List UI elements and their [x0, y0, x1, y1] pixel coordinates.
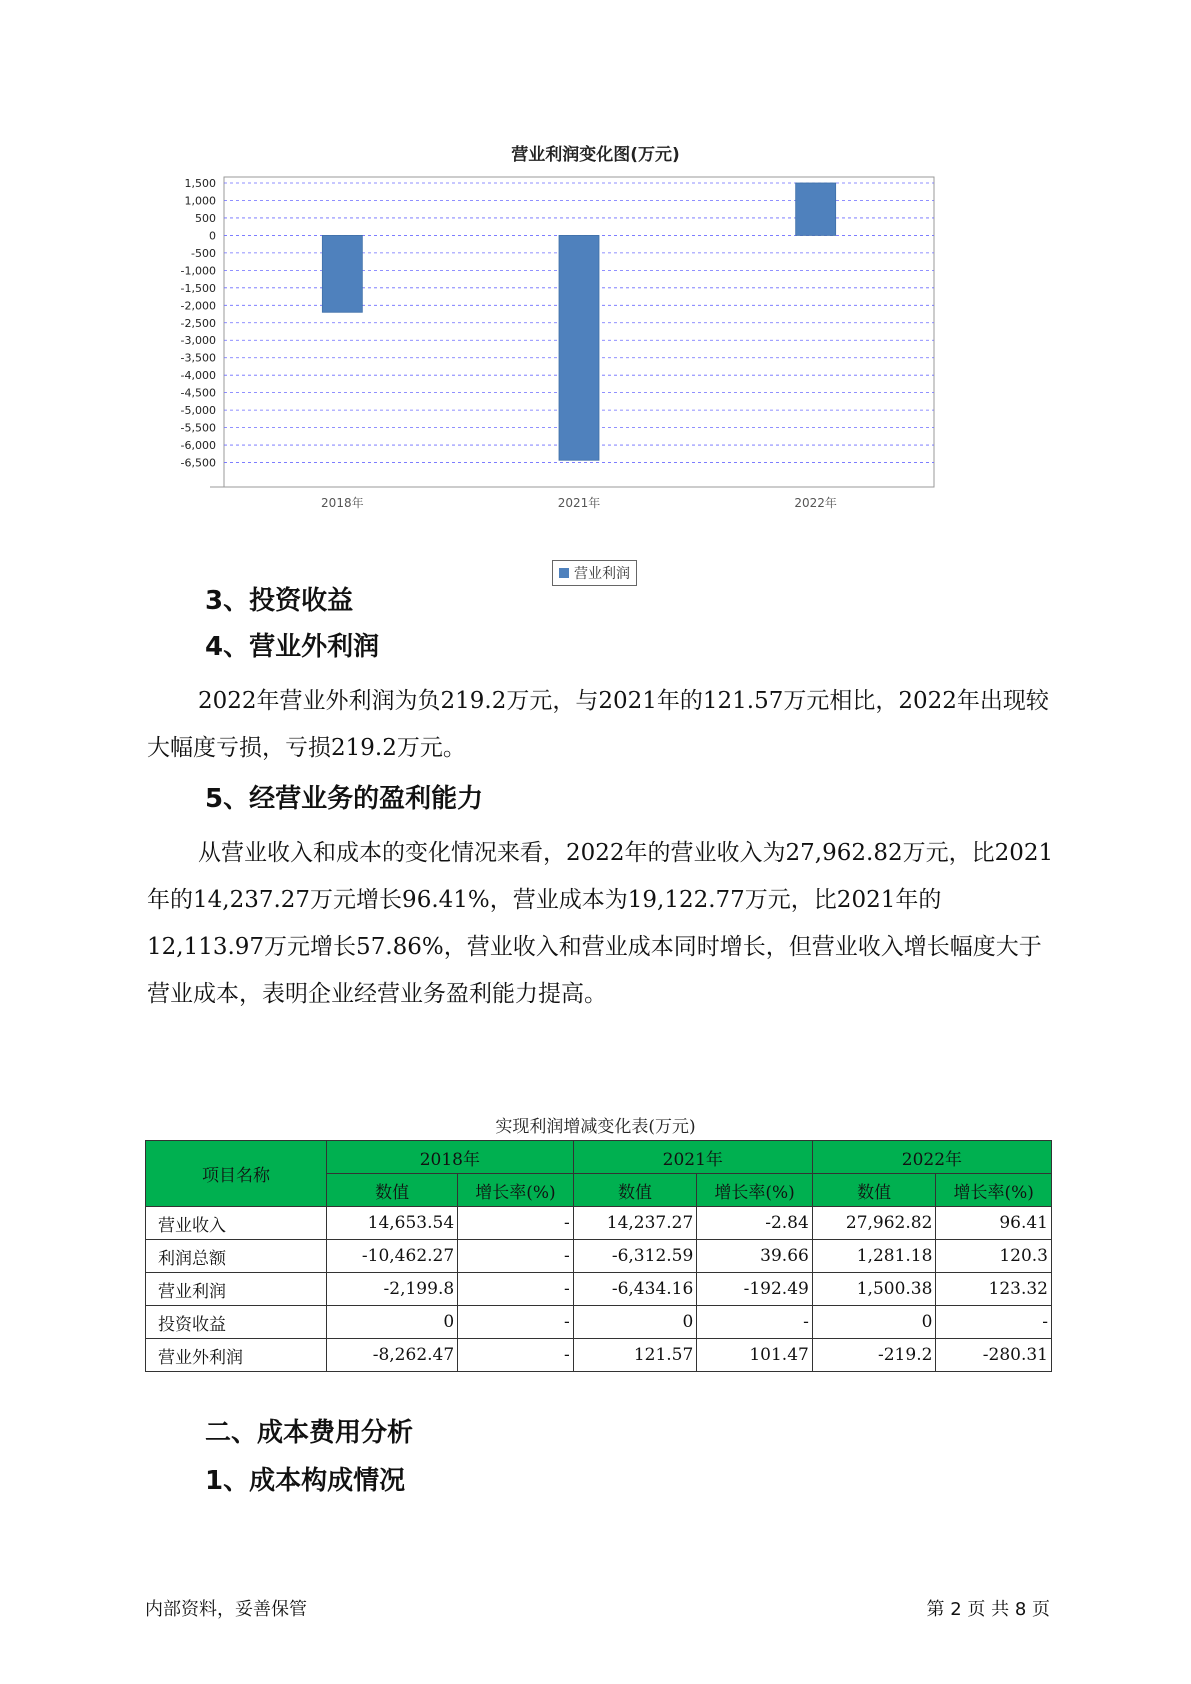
cell-value: 121.57: [573, 1339, 697, 1372]
header-year-2018: 2018年: [327, 1141, 574, 1174]
y-tick-label: -6,000: [180, 439, 216, 453]
cell-value: 14,653.54: [327, 1207, 458, 1240]
x-tick-label: 2022年: [794, 496, 837, 510]
y-tick-label: -4,500: [180, 386, 216, 400]
cell-value: -219.2: [812, 1339, 936, 1372]
footer-page-number: 第 2 页 共 8 页: [926, 1599, 1050, 1620]
subheader-rate: 增长率(%): [458, 1174, 574, 1207]
y-tick-label: -3,500: [180, 351, 216, 365]
cell-rate: -: [697, 1306, 813, 1339]
paragraph-profitability: 从营业收入和成本的变化情况来看，2022年的营业收入为27,962.82万元，比2021年的14,237.27万元增长96.41%，营业成本为19,122.77万元，比2021年的12,113.97万元增长57.86%，营业收入和营业成本同时增长，但营业收入增长幅度大于营业成本，表明企业经营业务盈利能力提高。: [147, 840, 1054, 1007]
footer-confidential-note: 内部资料，妥善保管: [145, 1599, 307, 1620]
x-tick-label: 2018年: [321, 496, 364, 510]
bar-2022年: [796, 183, 836, 235]
row-name: 利润总额: [146, 1240, 327, 1273]
table-row: [146, 1240, 1052, 1273]
cell-value: 27,962.82: [812, 1207, 936, 1240]
subheader-rate: 增长率(%): [936, 1174, 1052, 1207]
y-tick-label: -1,500: [180, 281, 216, 295]
cell-rate: -: [458, 1306, 574, 1339]
row-name: 投资收益: [146, 1306, 327, 1339]
cell-value: 14,237.27: [573, 1207, 697, 1240]
subheader-value: 数值: [327, 1174, 458, 1207]
y-tick-label: -5,500: [180, 421, 216, 435]
row-name: 营业外利润: [146, 1339, 327, 1372]
heading-investment-income: 3、投资收益: [205, 586, 354, 616]
y-tick-label: 1,500: [184, 177, 216, 190]
operating-profit-chart: [150, 175, 950, 525]
cell-rate: -: [458, 1240, 574, 1273]
cell-rate: -: [458, 1273, 574, 1306]
table-row: [146, 1207, 1052, 1240]
heading-non-operating-profit: 4、营业外利润: [205, 632, 380, 662]
heading-profitability: 5、经营业务的盈利能力: [205, 784, 484, 814]
cell-value: -6,434.16: [573, 1273, 697, 1306]
cell-value: 1,500.38: [812, 1273, 936, 1306]
subheader-value: 数值: [812, 1174, 936, 1207]
header-year-2022: 2022年: [812, 1141, 1051, 1174]
cell-value: 0: [573, 1306, 697, 1339]
cell-value: 0: [327, 1306, 458, 1339]
table-row: [146, 1273, 1052, 1306]
heading-cost-analysis: 二、成本费用分析: [205, 1418, 414, 1448]
x-tick-label: 2021年: [557, 496, 601, 510]
cell-rate: -192.49: [697, 1273, 813, 1306]
cell-value: 0: [812, 1306, 936, 1339]
table-caption: 实现利润增减变化表(万元): [495, 1117, 696, 1137]
y-tick-label: -4,000: [180, 369, 216, 383]
cell-rate: 123.32: [936, 1273, 1052, 1306]
legend-swatch: [559, 568, 569, 578]
y-tick-label: 500: [195, 211, 216, 225]
cell-value: -8,262.47: [327, 1339, 458, 1372]
y-tick-label: -6,500: [180, 456, 216, 470]
chart-title: 营业利润变化图(万元): [511, 145, 680, 165]
cell-rate: 101.47: [697, 1339, 813, 1372]
row-name: 营业收入: [146, 1207, 327, 1240]
header-item-name: 项目名称: [146, 1141, 327, 1207]
profit-change-table: [145, 1140, 1052, 1372]
bar-2018年: [322, 235, 362, 312]
y-tick-label: -2,000: [180, 299, 216, 313]
cell-rate: 39.66: [697, 1240, 813, 1273]
cell-rate: -: [936, 1306, 1052, 1339]
bar-2021年: [559, 235, 599, 460]
heading-cost-structure: 1、成本构成情况: [205, 1466, 406, 1496]
cell-value: -6,312.59: [573, 1240, 697, 1273]
y-tick-label: -500: [191, 246, 216, 260]
y-tick-label: -1,000: [180, 264, 216, 278]
cell-rate: 120.3: [936, 1240, 1052, 1273]
header-year-2021: 2021年: [573, 1141, 812, 1174]
y-tick-label: 1,000: [184, 194, 216, 208]
y-tick-label: -2,500: [180, 316, 216, 330]
cell-rate: -: [458, 1207, 574, 1240]
cell-value: -2,199.8: [327, 1273, 458, 1306]
cell-value: 1,281.18: [812, 1240, 936, 1273]
y-tick-label: -3,000: [180, 334, 216, 348]
cell-rate: -2.84: [697, 1207, 813, 1240]
y-tick-label: 0: [209, 229, 216, 243]
paragraph-non-operating-profit: 2022年营业外利润为负219.2万元，与2021年的121.57万元相比，2022年出现较大幅度亏损，亏损219.2万元。: [147, 688, 1049, 761]
cell-rate: -: [458, 1339, 574, 1372]
table-row: [146, 1339, 1052, 1372]
table-row: [146, 1306, 1052, 1339]
cell-value: -10,462.27: [327, 1240, 458, 1273]
cell-rate: -280.31: [936, 1339, 1052, 1372]
subheader-value: 数值: [573, 1174, 697, 1207]
row-name: 营业利润: [146, 1273, 327, 1306]
subheader-rate: 增长率(%): [697, 1174, 813, 1207]
y-tick-label: -5,000: [180, 404, 216, 418]
cell-rate: 96.41: [936, 1207, 1052, 1240]
chart-legend: [552, 560, 637, 586]
legend-label: 营业利润: [574, 566, 630, 582]
